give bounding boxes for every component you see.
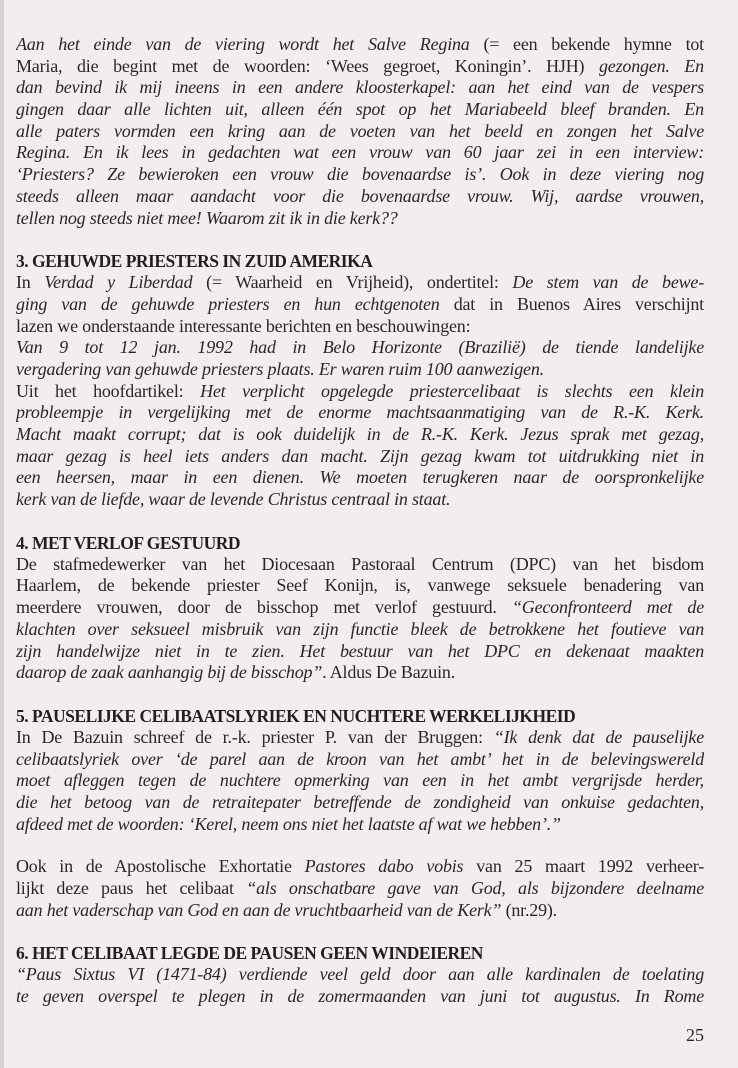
italic-text: kerk van de liefde, waar de levende Christus centraal in staat. (16, 489, 451, 510)
italic-text: aan het vaderschap van God en aan de vruchtbaarheid van de Kerk” (16, 899, 502, 920)
italic-text: “Ik denk dat de pauselijke (493, 726, 704, 747)
text-line (16, 294, 704, 316)
text-line (16, 641, 704, 663)
text-line (16, 208, 704, 230)
italic-text: daarop de zaak aanhangig bij de bisschop” (16, 662, 323, 683)
italic-text: Het verplicht opgelegde priestercelibaat is slechts een klein (200, 380, 704, 401)
italic-text: die het betoog van de retraitepater betreffende de zondigheid van onkuise gedachten, (16, 791, 704, 812)
text-line (16, 337, 704, 359)
document-page (16, 34, 704, 1008)
article-section (16, 250, 704, 511)
paragraph (16, 727, 704, 835)
page-number: 25 (686, 1025, 704, 1045)
text-line (16, 164, 704, 186)
italic-text: moet afleggen tegen de nuchtere opmerking van een in het ambt vergrijsde herder, (16, 770, 704, 791)
italic-text: een heersen, maar in een dienen. We moeten terugkeren naar de oorspronkelijke (16, 467, 704, 488)
text-line (16, 142, 704, 164)
roman-text: In (16, 272, 45, 293)
paragraph (16, 554, 704, 684)
italic-text: tellen nog steeds niet mee! Waarom zit ik in die kerk?? (16, 207, 398, 228)
article-section (16, 34, 704, 229)
italic-text: dan bevind ik mij ineens in een andere kloosterkapel: aan het eind van de vespers (16, 77, 704, 98)
article-section (16, 856, 704, 921)
italic-text: Van 9 tot 12 jan. 1992 had in Belo Horizonte (Brazilië) de tiende landelijke (16, 337, 704, 358)
paragraph (16, 381, 704, 511)
text-line (16, 446, 704, 468)
text-line (16, 619, 704, 641)
roman-text: . Aldus De Bazuin. (322, 662, 456, 683)
italic-text: “als onschatbare gave van God, als bijzondere deelname (246, 878, 704, 898)
paragraph (16, 856, 704, 921)
text-line (16, 986, 704, 1008)
italic-text: steeds alleen maar aandacht voor die bovenaardse vrouw. Wij, aardse vrouwen, (16, 185, 704, 206)
roman-text: (= Waarheid en Vrijheid), ondertitel: (192, 272, 513, 293)
text-line (16, 489, 704, 511)
text-line (16, 575, 704, 597)
roman-text: dat in Buenos Aires verschijnt (439, 293, 704, 314)
paragraph (16, 34, 704, 229)
section-heading: 6. HET CELIBAAT LEGDE DE PAUSEN GEEN WINDEIEREN (16, 943, 483, 964)
section-heading: 4. MET VERLOF GESTUURD (16, 532, 240, 553)
italic-text: “Geconfronteerd met de (511, 597, 704, 618)
text-line (16, 99, 704, 121)
text-line (16, 359, 704, 381)
italic-text: De stem van de bewe- (512, 272, 704, 293)
italic-text: maar gezag is heel iets anders dan macht. Zijn gezag kwam tot uitdrukking niet in (16, 445, 704, 466)
italic-text: ‘Priesters? Ze bewieroken een vrouw die bovenaardse is’. Ook in deze viering nog (16, 164, 704, 185)
text-line (16, 77, 704, 99)
text-line (16, 749, 704, 771)
article-section (16, 532, 704, 684)
roman-text: van 25 maart 1992 verheer- (463, 856, 704, 877)
text-line (16, 34, 704, 56)
roman-text: meerdere vrouwen, door de bisschop met verlof gestuurd. (16, 597, 512, 618)
page-edge (0, 0, 4, 1068)
italic-text: probleempje in vergelijking met de enorme machtsaanmatiging van de R.-K. Kerk. (16, 402, 704, 423)
italic-text: afdeed met de woorden: ‘Kerel, neem ons niet het laatste af wat we hebben’.” (16, 813, 561, 834)
text-line (16, 792, 704, 814)
roman-text: lazen we onderstaande interessante berichten en beschouwingen: (16, 315, 471, 336)
text-line (16, 424, 704, 446)
roman-text: De stafmedewerker van het Diocesaan Pastoraal Centrum (DPC) van het bisdom (16, 553, 704, 574)
section-heading: 5. PAUSELIJKE CELIBAATSLYRIEK EN NUCHTERE WERKELIJKHEID (16, 705, 576, 726)
paragraph (16, 964, 704, 1007)
roman-text: (= een bekende hymne tot (483, 34, 704, 54)
roman-text: Haarlem, de bekende priester Seef Konijn, is, vanwege seksuele benadering van (16, 575, 704, 596)
roman-text: lijkt deze paus het celibaat (16, 878, 247, 898)
text-line (16, 186, 704, 208)
italic-text: ging van de gehuwde priesters en hun echtgenoten (16, 293, 440, 314)
text-line (16, 814, 704, 836)
italic-text: Pastores dabo vobis (304, 856, 464, 877)
roman-text: Ook in de Apostolische Exhortatie (16, 856, 305, 877)
text-line (16, 662, 704, 684)
article-section (16, 942, 704, 1007)
text-line (16, 272, 704, 294)
text-line (16, 554, 704, 576)
paragraph (16, 272, 704, 337)
italic-text: alle paters vormden een kring aan de voeten van het beeld en zongen het Salve (16, 120, 704, 141)
roman-text: Uit het hoofdartikel: (16, 380, 201, 401)
paragraph (16, 337, 704, 380)
italic-text: Regina. En ik lees in gedachten wat een vrouw van 60 jaar zei in een interview: (16, 142, 704, 163)
roman-text: (nr.29). (501, 899, 557, 920)
text-line (16, 121, 704, 143)
text-line (16, 402, 704, 424)
text-line (16, 381, 704, 403)
roman-text: Maria, die begint met de woorden: ‘Wees gegroet, Koningin’. HJH) (16, 55, 599, 76)
italic-text: Macht maakt corrupt; dat is ook duidelijk in de R.-K. Kerk. Jezus sprak met gezag, (16, 424, 704, 444)
italic-text: Aan het einde van de viering wordt het Salve Regina (16, 34, 484, 54)
text-line (16, 770, 704, 792)
section-heading: 3. GEHUWDE PRIESTERS IN ZUID AMERIKA (16, 251, 373, 272)
italic-text: te geven overspel te plegen in de zomermaanden van juni tot augustus. In Rome (16, 986, 704, 1007)
text-line (16, 878, 704, 900)
text-line (16, 56, 704, 78)
text-line (16, 900, 704, 922)
italic-text: gezongen. En (599, 55, 704, 76)
text-line (16, 856, 704, 878)
article-section (16, 705, 704, 835)
text-line (16, 316, 704, 338)
italic-text: klachten over seksueel misbruik van zijn functie bleek de betrokkene het foutieve van (16, 618, 704, 639)
italic-text: “Paus Sixtus VI (1471-84) verdiende veel geld door aan alle kardinalen de toelating (16, 964, 704, 985)
italic-text: celibaatslyriek over ‘de parel aan de kroon van het ambt’ het in de belevingswereld (16, 748, 704, 769)
text-line (16, 964, 704, 986)
roman-text: In De Bazuin schreef de r.-k. priester P. van der Bruggen: (16, 726, 494, 747)
italic-text: zijn handelwijze niet in te zien. Het bestuur van het DPC en dekenaat maakten (16, 640, 704, 661)
italic-text: Verdad y Liberdad (44, 272, 193, 293)
italic-text: gingen daar alle lichten uit, alleen één spot op het Mariabeeld bleef branden. En (16, 99, 704, 120)
text-line (16, 467, 704, 489)
text-line (16, 597, 704, 619)
italic-text: vergadering van gehuwde priesters plaats. Er waren ruim 100 aanwezigen. (16, 358, 544, 379)
text-line (16, 727, 704, 749)
